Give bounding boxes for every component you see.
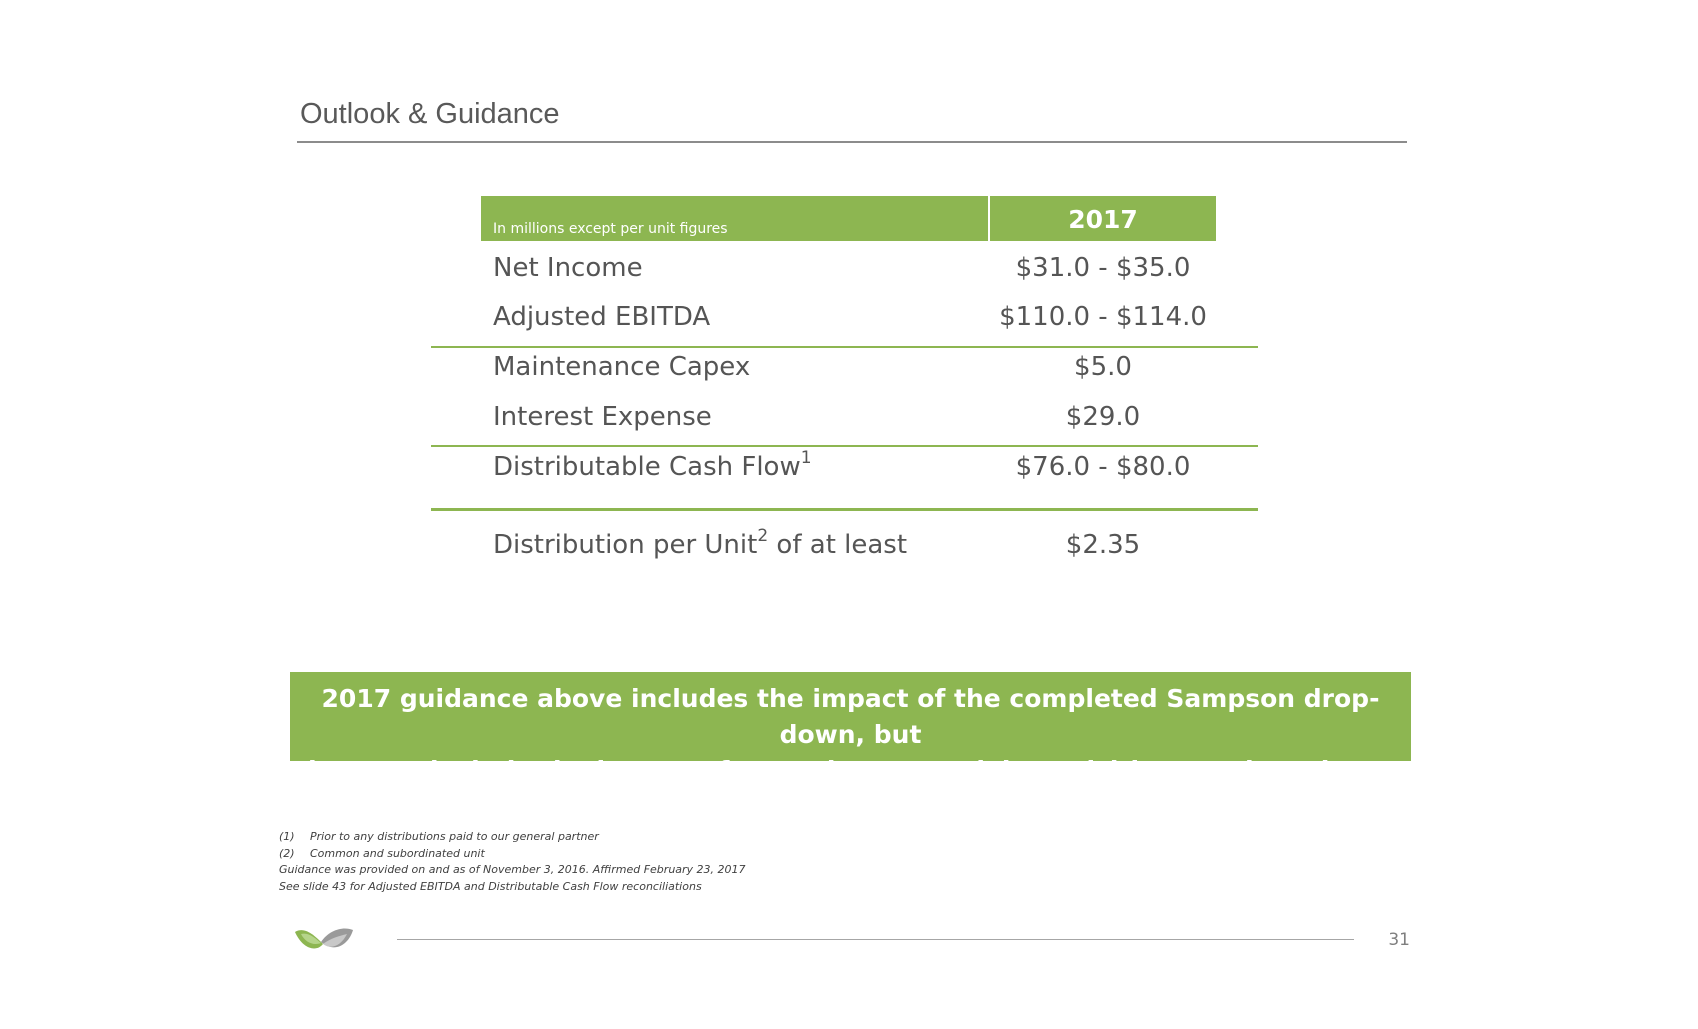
- company-logo-icon: [293, 924, 355, 958]
- footnote-item: Guidance was provided on and as of November 3, 2016. Affirmed February 23, 2017: [279, 863, 746, 876]
- table-row: [481, 524, 1216, 568]
- header-label-cell: [481, 196, 988, 241]
- row-label: Net Income: [493, 253, 643, 283]
- banner-line-1: 2017 guidance above includes the impact of the completed Sampson drop-down, but: [321, 684, 1380, 749]
- footnote-marker: 1: [800, 448, 812, 468]
- footer-divider: [397, 939, 1354, 940]
- row-label: Interest Expense: [493, 402, 712, 432]
- guidance-banner: [290, 672, 1411, 785]
- header-year: 2017: [1068, 205, 1138, 234]
- row-value: $76.0 - $80.0: [1015, 452, 1191, 482]
- row-value: $29.0: [1065, 402, 1141, 432]
- header-note: In millions except per unit figures: [493, 221, 728, 237]
- banner-line-2: does not include the impact of any other potential acquisitions or drop-downs: [298, 756, 1403, 785]
- row-separator: [431, 508, 1258, 511]
- page-title: Outlook & Guidance: [300, 98, 560, 130]
- footnotes: [279, 829, 746, 895]
- footnote-item: (1) Prior to any distributions paid to our general partner: [279, 830, 599, 843]
- row-value: $5.0: [1074, 352, 1132, 382]
- table-row: [481, 346, 1216, 390]
- footnote-marker: 2: [757, 526, 769, 546]
- row-value: $110.0 - $114.0: [999, 302, 1207, 332]
- header-year-cell: [990, 196, 1216, 241]
- guidance-table-header: [481, 196, 1216, 241]
- table-row: [481, 247, 1216, 291]
- row-value: $31.0 - $35.0: [1015, 253, 1191, 283]
- row-label: Distributable Cash Flow$^1$: [493, 448, 812, 482]
- table-row: [481, 296, 1216, 340]
- row-label: Maintenance Capex: [493, 352, 751, 382]
- page-number: 31: [1388, 930, 1410, 950]
- table-row: [481, 396, 1216, 440]
- row-label: Distribution per Unit$^2$ of at least: [493, 526, 908, 560]
- footnote-item: See slide 43 for Adjusted EBITDA and Distributable Cash Flow reconciliations: [279, 879, 702, 893]
- table-row: [481, 446, 1216, 490]
- title-divider: [297, 141, 1407, 143]
- row-label: Adjusted EBITDA: [493, 302, 711, 332]
- row-value: $2.35: [1065, 530, 1141, 560]
- footnote-item: (2) Common and subordinated unit: [279, 846, 485, 860]
